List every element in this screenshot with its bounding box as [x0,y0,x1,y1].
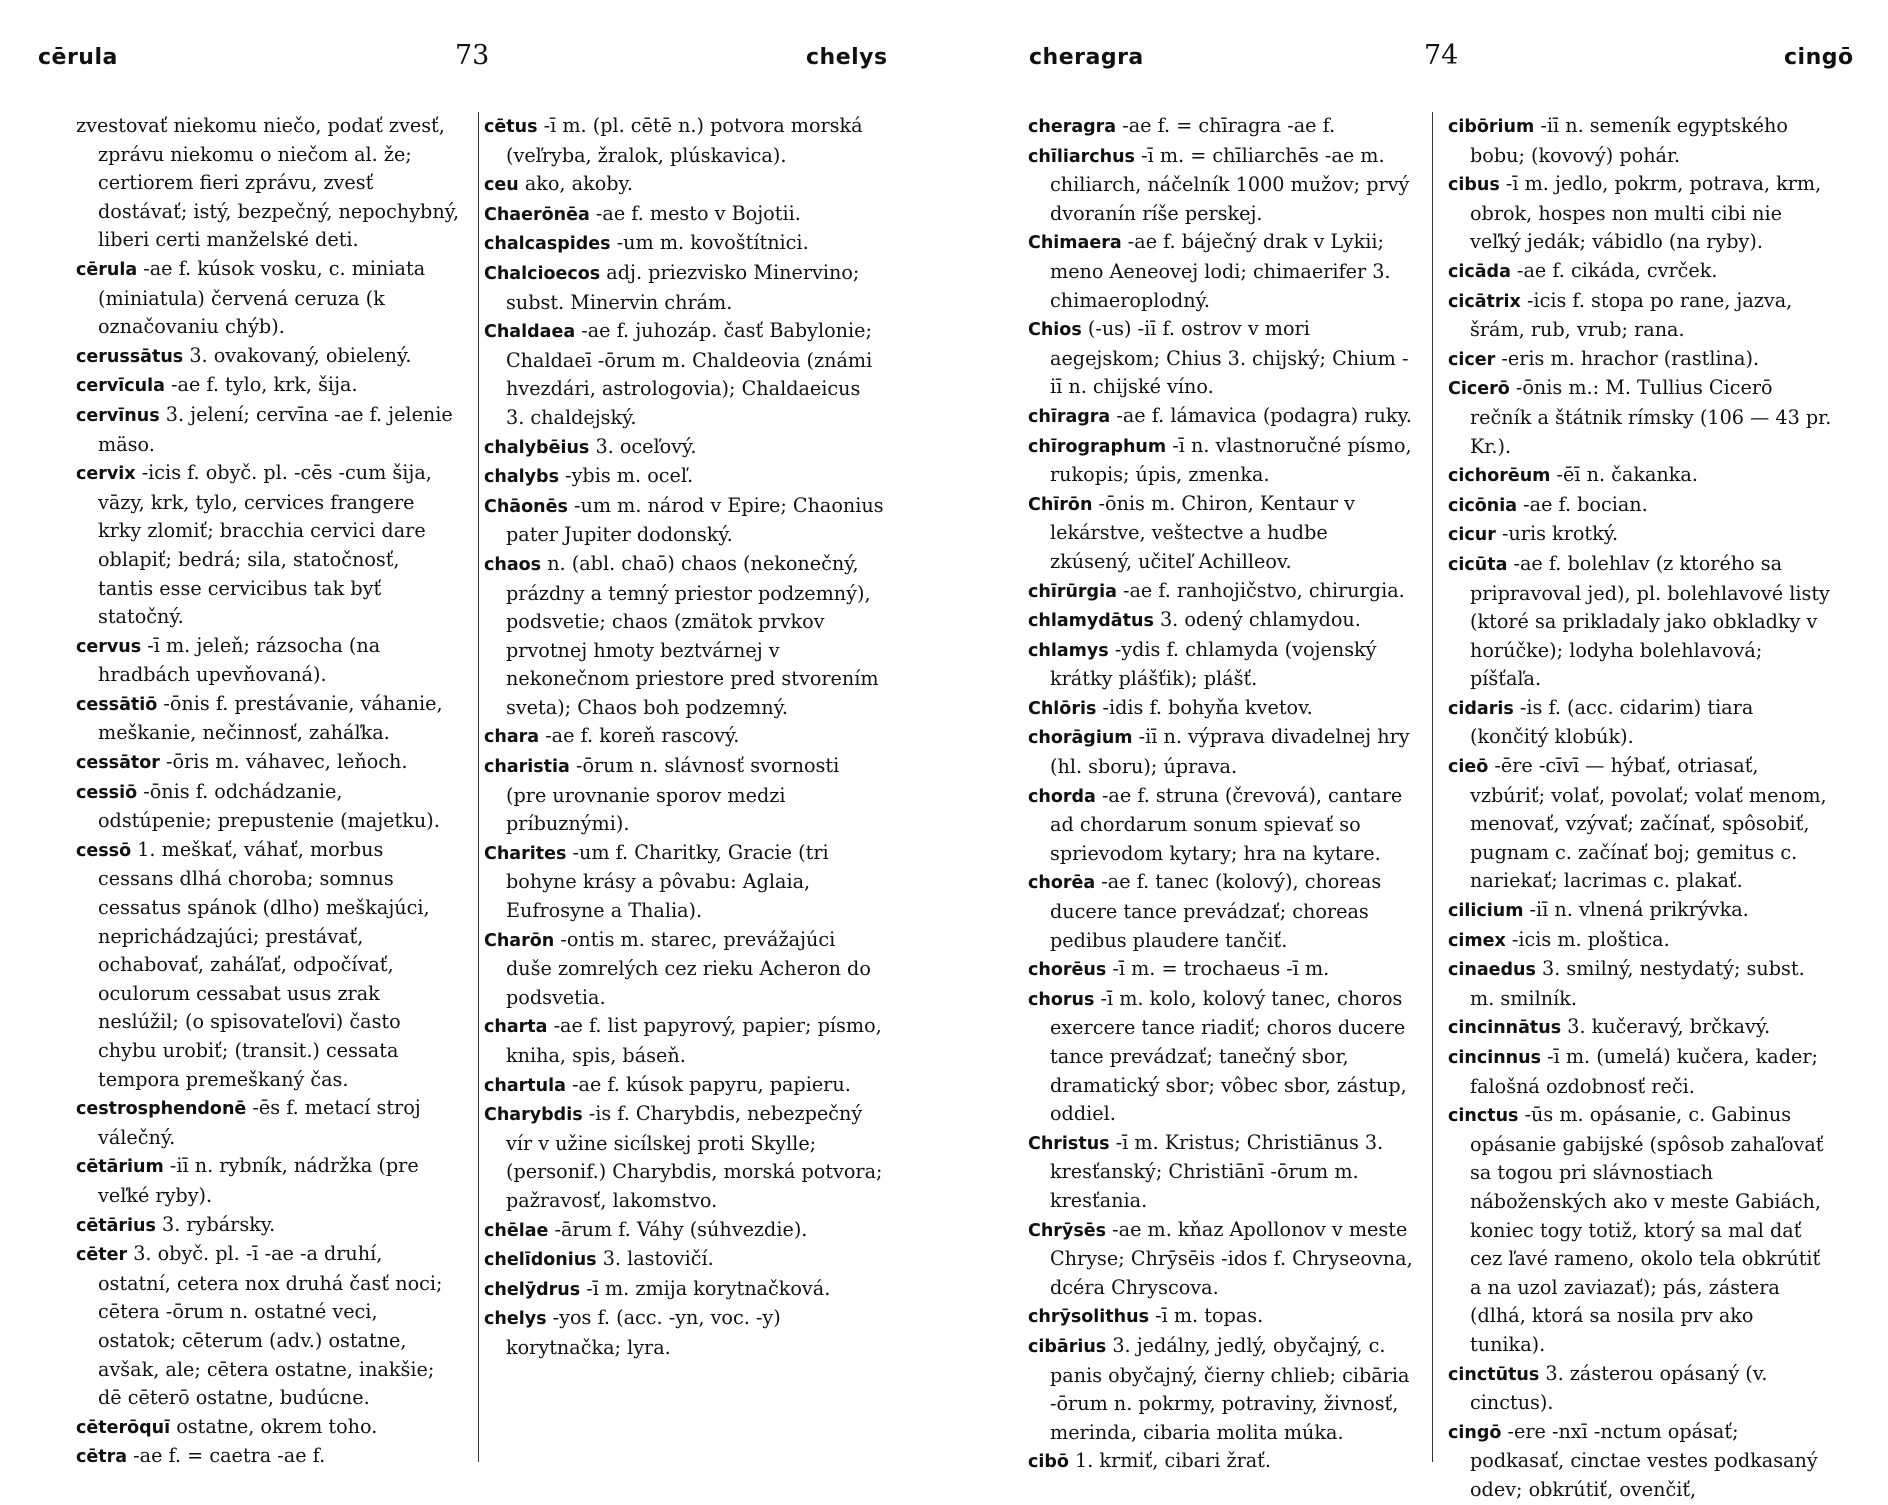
entry-definition: -ae f. lámavica (podagra) ruky. [1116,403,1412,427]
entry-definition: -ae m. kňaz Apollonov v meste Chryse; Chrȳsēis -idos f. Chryseovna, dcéra Chryscova. [1050,1217,1413,1299]
dictionary-entry [1448,550,1834,694]
entry-definition: 3. smilný, nestydatý; subst. m. smilník. [1470,957,1805,1010]
entry-definition: -ōnis m. Chiron, Kentaur v lekárstve, veštectve a hudbe zkúsený, učiteľ Achilleov. [1050,491,1356,573]
entry-headword: cervus [76,636,142,657]
entry-definition: 3. jelení; cervīna -ae f. jelenie mäso. [98,402,453,456]
entry-definition: -ae f. = chīragra -ae f. [1122,114,1336,137]
entry-headword: cicer [1448,349,1496,370]
left-guide-word-start: cērula [38,45,118,70]
entry-definition: -icis m. ploštica. [1511,927,1670,951]
entry-definition: ostatne, okrem toho. [176,1414,378,1438]
entry-definition: 3. rybársky. [162,1212,276,1236]
dictionary-entry [484,722,884,752]
entry-definition: -ae f. = caetra -ae f. [133,1444,326,1468]
entry-headword: chlamydātus [1028,611,1154,632]
entry-headword: cinaedus [1448,960,1536,981]
entry-definition: -iī n. rybník, nádržka (pre veľké ryby). [98,1154,419,1207]
entry-headword: Chīrōn [1028,494,1093,515]
entry-definition: -yos f. (acc. -yn, voc. -y) korytnačka; lyra. [506,1306,781,1359]
entry-definition: -iī n. výprava divadelnej hry (hl. sboru); úprava. [1050,725,1410,779]
dictionary-entry [484,170,884,200]
entry-headword: cichorēum [1448,466,1551,487]
dictionary-entry [484,317,884,432]
entry-definition: -ēs f. metací stroj válečný. [98,1096,421,1149]
dictionary-entry [1028,1129,1414,1216]
entry-headword: cēterōquī [76,1417,171,1438]
dictionary-entry [76,1240,460,1413]
right-page-number: 74 [1424,40,1459,71]
entry-headword: Charōn [484,930,555,951]
entry-definition: -ōnis f. odchádzanie, odstúpenie; prepustenie (majetku). [98,779,440,833]
entry-headword: charta [484,1017,548,1038]
entry-definition: 3. zásterou opásaný (v. cinctus). [1470,1361,1768,1415]
dictionary-entry [484,926,884,1013]
entry-definition: -ī m. jeleň; rázsocha (na hradbách upevňovaná). [98,633,381,687]
entry-headword: cimex [1448,930,1506,951]
entry-definition: -eris m. hrachor (rastlina). [1501,346,1760,370]
entry-headword: chalybēius [484,437,590,458]
entry-headword: cibus [1448,175,1500,196]
dictionary-entry [1448,520,1834,550]
dictionary-entry [1028,985,1414,1129]
entry-definition: -ae f. mesto v Bojotii. [595,201,801,225]
entry-headword: cidaris [1448,698,1514,719]
entry-definition: -ydis f. chlamyda (vojenský krátky plášťik); plášť. [1050,637,1377,691]
entry-definition: -ōrum n. slávnosť svornosti (pre urovnanie sporov medzi príbuznými). [506,754,840,836]
entry-definition: -is f. Charybdis, nebezpečný vír v užine sicílskej proti Skylle; (personif.) Charybdis, morská potvora; pažravosť, lakomstvo. [506,1102,883,1212]
entry-definition: -ae f. cikáda, cvrček. [1517,258,1718,282]
dictionary-entry [76,1442,460,1472]
entry-definition: 3. ovakovaný, obielený. [189,343,412,367]
entry-headword: Chios [1028,320,1082,341]
entry-definition: 3. jedálny, jedlý, obyčajný, c. panis obyčajný, čierny chlieb; cibāria -ōrum n. pokrmy, potraviny, živnosť, merinda, cibaria molita múka. [1050,1333,1410,1444]
entry-definition: n. (abl. chaō) chaos (nekonečný, prázdny a temný priestor podzemný), podsvetie; chaos (zmätok prvkov prvotnej hmoty beztvárnej v nekonečnom priestore pred stvorením sveta); Chaos boh podzemný. [506,551,879,719]
entry-headword: cervīcula [76,376,165,397]
dictionary-entry [1448,257,1834,287]
entry-definition: -is f. (acc. cidarim) tiara (končitý klobúk). [1470,695,1754,749]
column-rule-left [478,112,479,1462]
entry-definition: -ī m. (umelá) kučera, kader; falošná ozdobnosť reči. [1470,1045,1819,1098]
entry-headword: cinctus [1448,1106,1519,1127]
entry-headword: cingō [1448,1422,1502,1443]
entry-definition: -ae f. báječný drak v Lykii; meno Aeneovej lodi; chimaerifer 3. chimaeroplodný. [1050,230,1391,312]
entry-headword: Chimaera [1028,233,1122,254]
entry-headword: chīrographum [1028,436,1167,457]
entry-headword: Chaldaea [484,322,576,343]
entry-headword: cētārius [76,1215,156,1236]
dictionary-entry [76,1094,460,1152]
dictionary-entry [484,550,884,723]
entry-definition: -uris krotký. [1501,522,1619,546]
entry-definition: -ī n. vlastnoručné písmo, rukopis; úpis, zmenka. [1050,433,1412,487]
entry-definition: 3. oceľový. [595,434,697,458]
dictionary-entry [484,1012,884,1070]
entry-headword: cibārius [1028,1336,1107,1357]
dictionary-entry [1448,926,1834,956]
dictionary-entry [484,1100,884,1215]
entry-definition: -ēī n. čakanka. [1556,463,1698,487]
entry-definition: -um f. Charitky, Gracie (tri bohyne krásy a pôvabu: Aglaia, Eufrosyne a Thalia). [506,840,829,923]
entry-definition: -idis f. bohyňa kvetov. [1102,695,1313,719]
entry-definition: adj. priezvisko Minervino; subst. Minervin chrám. [506,260,860,314]
entry-definition: 3. kučeravý, brčkavý. [1567,1015,1771,1039]
entry-definition: zvestovať niekomu niečo, podať zvesť, zprávu niekomu o niečom al. že; certiorem fieri zprávu, zvesť dostávať; istý, bezpečný, nepochybný, liberi certi manželské deti. [76,114,460,252]
entry-definition: -ī m. topas. [1155,1304,1264,1328]
entry-headword: chelīdonius [484,1250,597,1271]
entry-headword: cibōrium [1448,117,1535,137]
entry-definition: 3. lastovičí. [602,1247,714,1271]
entry-definition: -ae f. bolehlav (z ktorého sa pripravoval jed), pl. bolehlavové listy (ktoré sa prikladaly jako obkladky v horúčke); lodyha bolehlavová; píšťaľa. [1470,551,1830,691]
entry-headword: cinctūtus [1448,1364,1540,1385]
dictionary-entry [1028,782,1414,869]
dictionary-entry [1028,955,1414,985]
dictionary-entry [76,112,460,255]
dictionary-entry [484,112,884,170]
entry-definition: -ae f. bocian. [1523,492,1648,516]
dictionary-entry [484,1071,884,1101]
entry-headword: cieō [1448,757,1489,778]
entry-definition: -ēre -cīvī — hýbať, otriasať, vzbúriť; volať, povolať; volať menom, menovať, vzývať; začínať, spôsobiť, pugnam c. začínať boj; gemitus c. nariekať; lacrimas c. plakať. [1470,754,1827,893]
entry-definition: -icis f. stopa po rane, jazva, šrám, rub, vrub; rana. [1470,288,1793,342]
dictionary-entry [76,401,460,459]
entry-headword: cincinnātus [1448,1018,1562,1039]
entry-headword: Chaerōnēa [484,204,590,225]
entry-definition: -ae f. kúsok vosku, c. miniata (miniatula) červená ceruza (k označovaniu chýb). [98,256,426,339]
entry-headword: cessiō [76,782,138,803]
entry-headword: cicāda [1448,261,1511,282]
entry-definition: -iī n. semeník egyptského bobu; (kovový) pohár. [1470,114,1788,167]
entry-definition: -iī n. vlnená prikrývka. [1529,898,1749,922]
dictionary-entry [76,836,460,1094]
dictionary-entry [484,1216,884,1246]
left-page-number: 73 [455,40,490,71]
dictionary-entry [1028,402,1414,432]
dictionary-entry [484,1304,884,1362]
dictionary-entry [76,371,460,401]
dictionary-entry [484,492,884,550]
entry-definition: ako, akoby. [524,172,633,196]
entry-definition: -ōnis m.: M. Tullius Cicerō rečník a štátnik rímsky (106 — 43 pr. Kr.). [1470,376,1832,458]
entry-headword: chaos [484,554,542,575]
entry-definition: 1. meškať, váhať, morbus cessans dlhá choroba; somnus cessatus spánok (dlho) meškajúci, neprichádzajúci; prestávať, ochabovať, zaháľať, odpočívať, oculorum cessabat usus zrak neslúžil; (o spisovateľovi) často chybu urobiť; (transit.) cessata tempora premeškaný čas. [98,837,430,1091]
dictionary-entry [1028,112,1414,142]
dictionary-entry [76,1413,460,1443]
entry-definition: -ae f. tanec (kolový), choreas ducere tance prevádzať; choreas pedibus plaudere tančiť. [1050,870,1382,952]
entry-headword: chorēa [1028,873,1096,894]
dictionary-entry [1448,694,1834,752]
entry-definition: -ontis m. starec, prevážajúci duše zomrelých cez rieku Acheron do podsvetia. [506,927,871,1009]
dictionary-entry [76,778,460,836]
entry-definition: -ī m. = trochaeus -ī m. [1112,957,1330,981]
entry-definition: -ae f. ranhojičstvo, chirurgia. [1123,578,1405,602]
entry-headword: Chāonēs [484,496,568,517]
entry-headword: chara [484,727,540,748]
dictionary-entry [1448,1101,1834,1359]
dictionary-entry [1448,955,1834,1013]
entry-headword: cibō [1028,1452,1069,1473]
entry-definition: -ūs m. opásanie, c. Gabinus opásanie gabijské (spôsob zahaľovať sa togou pri slávnostiach náboženských ako v meste Gabiách, koniec togy totiž, ktorý sa mal dať cez ľavé rameno, okolo tela obkrútiť a na uzol zaviazať); pás, zástera (dlhá, ktorá sa nosila prv ako tunika). [1470,1103,1824,1356]
entry-headword: cēter [76,1245,128,1266]
dictionary-entry [484,200,884,230]
right-guide-word-start: cheragra [1029,45,1144,70]
column-rule-right [1432,112,1433,1462]
entry-headword: chorus [1028,989,1095,1010]
entry-headword: chīliarchus [1028,146,1135,167]
entry-headword: cessō [76,840,132,861]
entry-headword: chalcaspides [484,234,611,255]
entry-headword: chēlae [484,1220,549,1241]
entry-headword: chartula [484,1075,566,1096]
entry-definition: (-us) -iī f. ostrov v mori aegejskom; Chius 3. chijský; Chium -iī n. chijské víno. [1050,317,1409,399]
dictionary-entry [1028,1302,1414,1332]
dictionary-entry [1448,896,1834,926]
entry-headword: chīragra [1028,406,1111,427]
right-page [944,0,1888,1500]
dictionary-entry [1028,1216,1414,1303]
entry-definition: 3. obyč. pl. -ī -ae -a druhí, ostatní, cetera nox druhá časť noci; cētera -ōrum n. ostatné veci, ostatok; cēterum (adv.) ostatne, avšak, ale; cētera ostatne, inakšie; dē cēterō ostatne, budúcne. [98,1242,443,1410]
entry-definition: -icis f. obyč. pl. -cēs -cum šija, vāzy, krk, tylo, cervices frangere krky zlomiť; bracchia cervici dare oblapiť; bedrá; sila, statočnosť, tantis esse cervicibus tak byť statočný. [98,461,432,629]
dictionary-entry [1028,490,1414,577]
entry-definition: -ae f. koreň rascový. [545,724,740,748]
entry-definition: 1. krmiť, cibari žrať. [1075,1449,1272,1473]
dictionary-entry [1448,1418,1834,1505]
entry-headword: cicur [1448,525,1496,546]
dictionary-entry [484,839,884,926]
dictionary-entry [1028,606,1414,636]
entry-headword: Chlōris [1028,698,1097,719]
entry-definition: -um m. národ v Epire; Chaonius pater Jupiter dodonský. [506,493,884,547]
entry-definition: -ārum f. Váhy (súhvezdie). [554,1217,808,1241]
entry-headword: cessātiō [76,694,158,715]
dictionary-entry [1028,432,1414,490]
dictionary-entry [1028,315,1414,402]
dictionary-entry [1028,142,1414,229]
dictionary-entry [76,690,460,748]
entry-headword: chalybs [484,467,559,488]
entry-headword: cestrosphendonē [76,1099,247,1120]
dictionary-entry [1028,228,1414,315]
entry-headword: chorēus [1028,960,1107,981]
entry-definition: -um m. kovoštítnici. [616,231,809,255]
entry-headword: cētus [484,117,538,137]
dictionary-entry [1448,1360,1834,1418]
entry-headword: Christus [1028,1133,1110,1154]
entry-headword: cērula [76,259,138,280]
entry-headword: cessātor [76,753,160,774]
entry-definition: -ī m. = chīliarchēs -ae m. chiliarch, náčelník 1000 mužov; prvý dvoranín ríše perskej. [1050,143,1410,225]
entry-definition: -ae f. struna (črevová), cantare ad chordarum sonum spievať so sprievodom kytary; hra na kytare. [1050,783,1403,865]
dictionary-entry [1448,491,1834,521]
right-column-1 [1028,112,1414,1477]
entry-headword: chlamys [1028,640,1109,661]
entry-headword: cicōnia [1448,495,1518,516]
entry-headword: cincinnus [1448,1048,1541,1068]
left-guide-word-end: chelys [806,45,888,70]
entry-definition: -ae f. list papyrový, papier; písmo, kniha, spis, báseň. [506,1014,882,1067]
dictionary-entry [1448,1013,1834,1043]
entry-definition: -ae f. kúsok papyru, papieru. [572,1072,851,1096]
entry-definition: -ī m. Kristus; Christiānus 3. kresťanský; Christiānī -ōrum m. kresťania. [1050,1130,1384,1212]
entry-headword: cervīnus [76,405,160,426]
entry-definition: -ī m. jedlo, pokrm, potrava, krm, obrok, hospes non multi cibi nie veľký jedák; vábidlo (na ryby). [1470,172,1822,254]
entry-headword: chelȳdrus [484,1279,581,1300]
dictionary-entry [484,229,884,259]
left-page [0,0,944,1500]
dictionary-entry [1448,170,1834,257]
entry-headword: cētra [76,1447,128,1468]
entry-headword: cilicium [1448,901,1524,922]
entry-headword: cicūta [1448,554,1508,575]
entry-headword: cerussātus [76,346,184,367]
dictionary-entry [484,462,884,492]
dictionary-entry [76,632,460,690]
left-column-1 [76,112,460,1472]
dictionary-entry [76,1211,460,1241]
dictionary-entry [1028,694,1414,724]
dictionary-entry [1028,723,1414,781]
entry-definition: -ī m. kolo, kolový tanec, choros exercere tance riadiť; choros ducere tance prevádzať; tanečný sbor, dramatický sbor; vôbec sbor, zástup, oddiel. [1050,986,1407,1126]
entry-headword: Charybdis [484,1105,583,1126]
dictionary-entry [76,342,460,372]
entry-headword: chorda [1028,786,1096,807]
dictionary-entry [76,255,460,342]
dictionary-entry [484,752,884,839]
entry-definition: -ere -nxī -nctum opásať; podkasať, cinctae vestes podkasaný odev; obkrútiť, ovenčiť, [1470,1419,1818,1501]
dictionary-entry [76,748,460,778]
dictionary-entry [76,459,460,632]
dictionary-entry [1028,1332,1414,1447]
entry-definition: -ae f. tylo, krk, šija. [171,373,358,397]
entry-headword: cervix [76,464,136,485]
dictionary-entry [1028,1447,1414,1477]
entry-definition: 3. odený chlamydou. [1159,608,1361,632]
entry-headword: Chalcioecos [484,263,601,284]
entry-headword: Cicerō [1448,379,1510,400]
dictionary-entry [484,1245,884,1275]
dictionary-entry [1448,112,1834,170]
dictionary-entry [1028,577,1414,607]
right-column-2 [1448,112,1834,1505]
dictionary-entry [1448,287,1834,345]
entry-headword: cicātrix [1448,291,1521,312]
dictionary-entry [1448,345,1834,375]
entry-headword: chrȳsolithus [1028,1307,1150,1328]
entry-headword: ceu [484,175,519,196]
dictionary-entry [76,1152,460,1210]
entry-headword: cheragra [1028,117,1117,137]
entry-definition: -ōnis f. prestávanie, váhanie, meškanie, nečinnosť, zaháľka. [98,691,443,745]
dictionary-entry [1028,868,1414,955]
entry-headword: chorāgium [1028,728,1133,749]
entry-headword: Chrȳsēs [1028,1220,1107,1241]
dictionary-entry [484,433,884,463]
entry-headword: Charites [484,843,567,864]
entry-headword: cētārium [76,1157,164,1178]
dictionary-entry [1028,636,1414,694]
dictionary-entry [1448,752,1834,896]
dictionary-entry [484,1275,884,1305]
entry-definition: -ae f. juhozáp. časť Babylonie; Chaldaeī -ōrum m. Chaldeovia (známi hvezdári, astrologovia); Chaldaeicus 3. chaldejský. [506,319,873,429]
entry-headword: charistia [484,757,570,778]
dictionary-entry [484,259,884,317]
dictionary-entry [1448,461,1834,491]
dictionary-entry [1448,374,1834,461]
entry-definition: -ōris m. váhavec, leňoch. [166,750,408,774]
entry-headword: chelys [484,1309,547,1330]
entry-definition: -ybis m. oceľ. [565,464,694,488]
entry-headword: chīrūrgia [1028,581,1117,602]
dictionary-entry [1448,1043,1834,1101]
entry-definition: -ī m. zmija korytnačková. [586,1276,831,1300]
right-guide-word-end: cingō [1784,45,1854,70]
left-column-2 [484,112,884,1363]
entry-definition: -ī m. (pl. cētē n.) potvora morská (veľryba, žralok, plúskavica). [506,114,863,167]
